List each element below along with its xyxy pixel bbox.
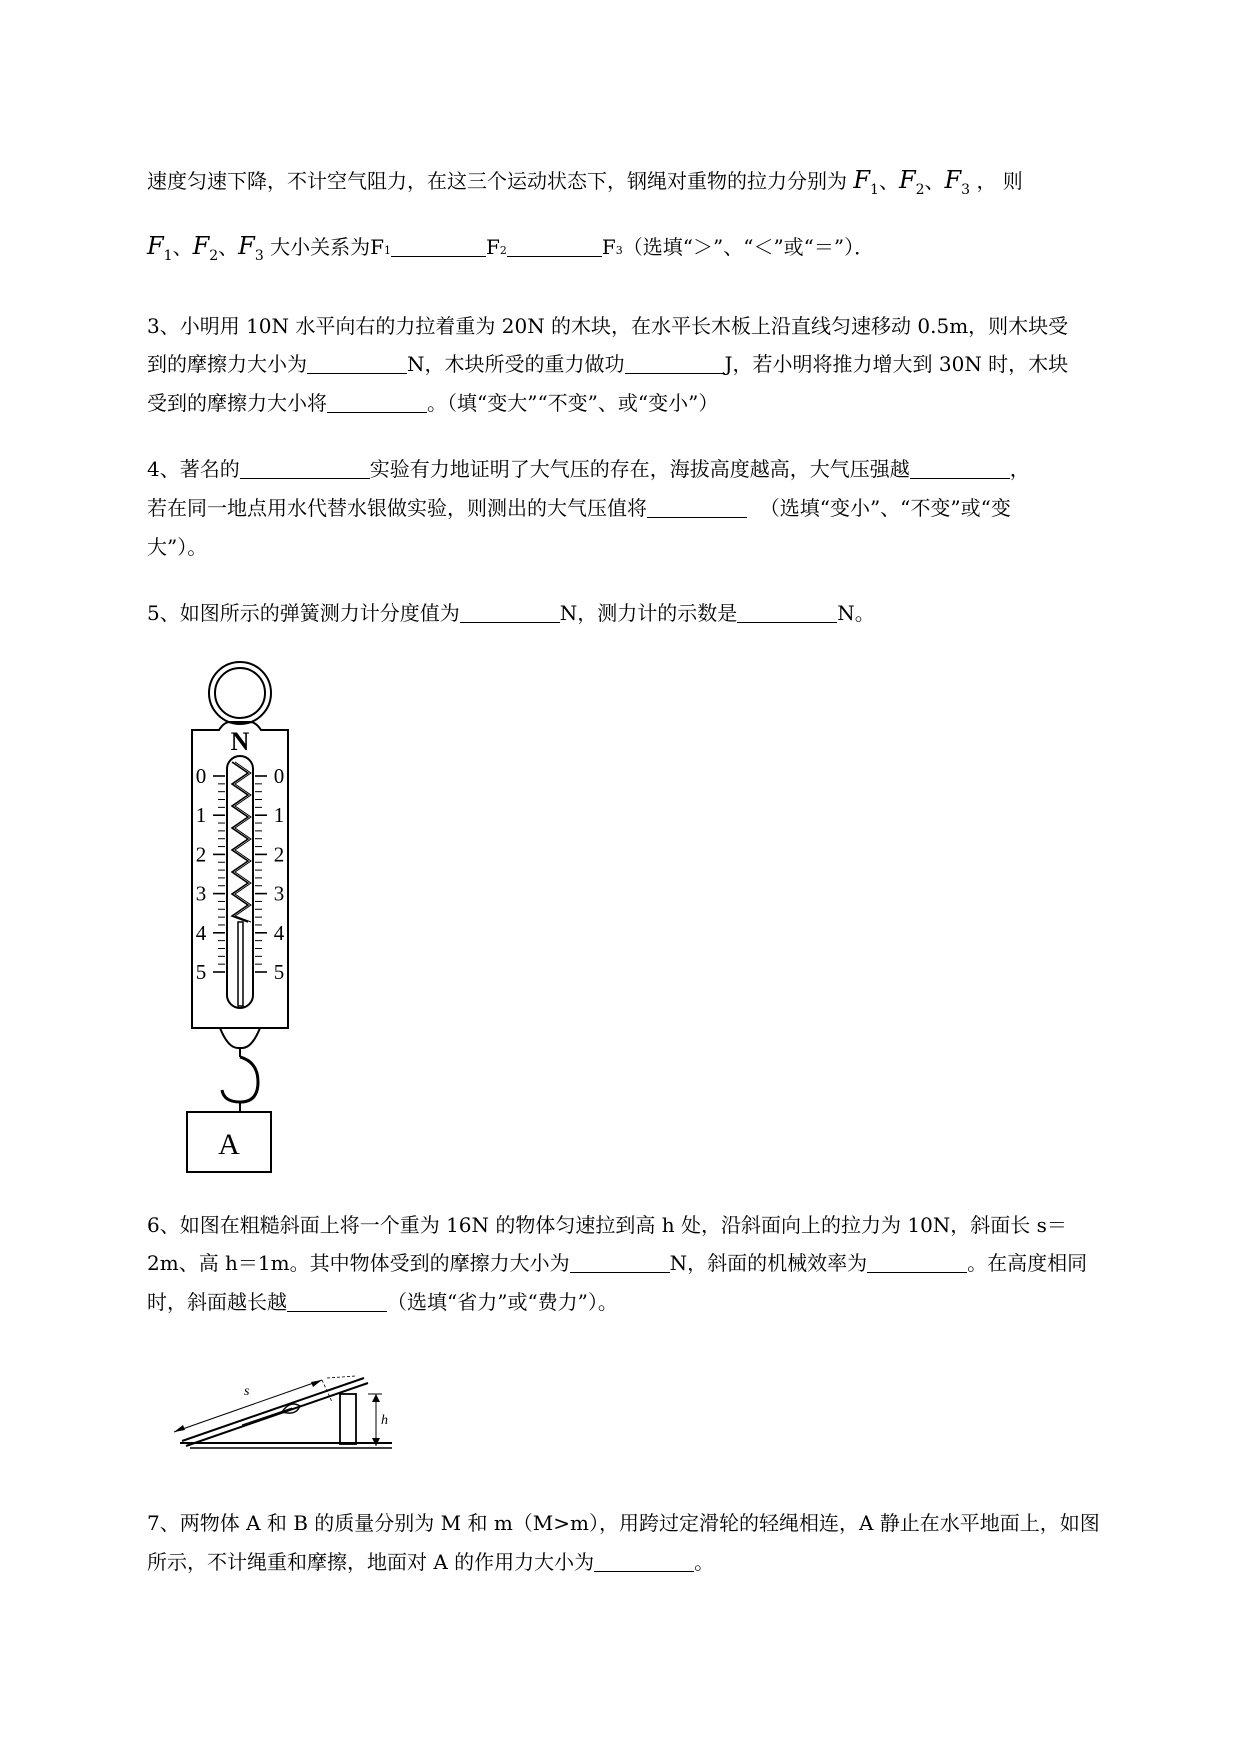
unit-label: N (230, 727, 250, 756)
answer-blank-friction[interactable] (307, 351, 407, 374)
height-label: h (381, 1413, 388, 1428)
answer-blank-experiment[interactable] (240, 456, 370, 479)
answer-blank-water-pressure[interactable] (647, 495, 747, 518)
incline-figure (172, 1340, 402, 1460)
scale-label-right: 1 (273, 803, 285, 828)
scale-label-right: 4 (273, 920, 285, 945)
answer-blank-friction-incline[interactable] (570, 1250, 670, 1273)
q4-line-2: 若在同一地点用水代替水银做实验，则测出的大气压值将 （选填“变小”、“不变”或“变 (147, 496, 1011, 520)
q2-text-1b: ， 则 (976, 169, 1023, 193)
sep: 、 (878, 169, 899, 193)
f2-label: F (485, 235, 500, 259)
answer-blank-incline-effect[interactable] (287, 1289, 387, 1312)
scale-label-right: 0 (273, 764, 285, 788)
q6-line-3: 时，斜面越长越 （选填“省力”或“费力”）。 (147, 1290, 618, 1314)
q7-line-1: 7、两物体 A 和 B 的质量分别为 M 和 m（M>m），用跨过定滑轮的轻绳相连，A 静止在水平地面上，如图 (147, 1511, 1100, 1535)
answer-blank-f2-f3[interactable] (507, 234, 602, 257)
scale-label-left: 4 (195, 920, 207, 945)
f1-symbol: $F_1$ (853, 166, 879, 198)
scale-ticks (213, 776, 267, 972)
length-label: s (244, 1384, 250, 1399)
q2-text-2: 大小关系为 (270, 235, 371, 259)
answer-blank-division[interactable] (460, 600, 560, 623)
f2-sub: 2 (499, 244, 507, 257)
q2-choice-hint: （选填“＞”、“＜”或“＝”）． (622, 235, 875, 259)
spring-scale-figure (180, 660, 300, 1180)
q6-line-1: 6、如图在粗糙斜面上将一个重为 16N 的物体匀速拉到高 h 处，沿斜面向上的拉力为 10N，斜面长 s＝ (147, 1213, 1067, 1237)
scale-label-right: 3 (273, 881, 285, 906)
f1-label: F (370, 235, 384, 259)
scale-label-right: 2 (273, 842, 285, 867)
scale-label-left: 2 (195, 842, 207, 867)
q2-line-1 (147, 166, 1023, 204)
scale-labels (196, 764, 285, 984)
q5-line-1: 5、如图所示的弹簧测力计分度值为 N，测力计的示数是 N。 (147, 601, 875, 625)
sep: 、 (924, 169, 945, 193)
answer-blank-f1-f2[interactable] (391, 234, 486, 257)
f3-symbol: $F_3$ (238, 232, 264, 264)
f1-symbol: $F_1$ (147, 232, 173, 264)
weight-label: A (218, 1128, 240, 1161)
q7-line-2: 所示，不计绳重和摩擦，地面对 A 的作用力大小为 。 (147, 1550, 715, 1574)
f3-sub: 3 (615, 244, 623, 257)
sep: 、 (218, 235, 239, 259)
q2-line-2 (147, 232, 874, 270)
q2-text-1: 速度匀速下降，不计空气阻力，在这三个运动状态下，钢绳对重物的拉力分别为 (147, 169, 847, 193)
scale-label-left: 1 (195, 803, 207, 828)
answer-blank-pressure[interactable] (910, 456, 1010, 479)
answer-blank-friction-change[interactable] (327, 390, 427, 413)
q3-line-2: 到的摩擦力大小为 N，木块所受的重力做功 J，若小明将推力增大到 30N 时，木块 (147, 352, 1069, 376)
answer-blank-ground-force[interactable] (594, 1549, 694, 1572)
f3-label: F (601, 235, 616, 259)
answer-blank-efficiency[interactable] (867, 1250, 967, 1273)
f3-symbol: $F_3$ (944, 166, 971, 198)
answer-blank-work[interactable] (625, 351, 725, 374)
f1-sub: 1 (383, 244, 391, 257)
scale-label-left: 0 (195, 764, 207, 788)
q3-line-1: 3、小明用 10N 水平向右的力拉着重为 20N 的木块，在水平长木板上沿直线匀速移动 0.5m，则木块受 (147, 314, 1069, 338)
scale-label-left: 5 (195, 960, 207, 984)
f2-symbol: $F_2$ (192, 232, 219, 264)
sep: 、 (172, 235, 193, 259)
scale-label-left: 3 (195, 881, 207, 906)
scale-label-right: 5 (273, 960, 285, 984)
f2-symbol: $F_2$ (898, 166, 925, 198)
q3-line-3: 受到的摩擦力大小将 。（填“变大”“不变”、或“变小”） (147, 391, 719, 415)
q6-line-2: 2m、高 h＝1m。其中物体受到的摩擦力大小为 N，斜面的机械效率为 。在高度相同 (147, 1251, 1088, 1275)
q4-line-1: 4、著名的 实验有力地证明了大气压的存在，海拔高度越高，大气压强越 ， (147, 457, 1030, 481)
q4-line-3: 大”）。 (147, 535, 208, 559)
answer-blank-reading[interactable] (737, 600, 837, 623)
